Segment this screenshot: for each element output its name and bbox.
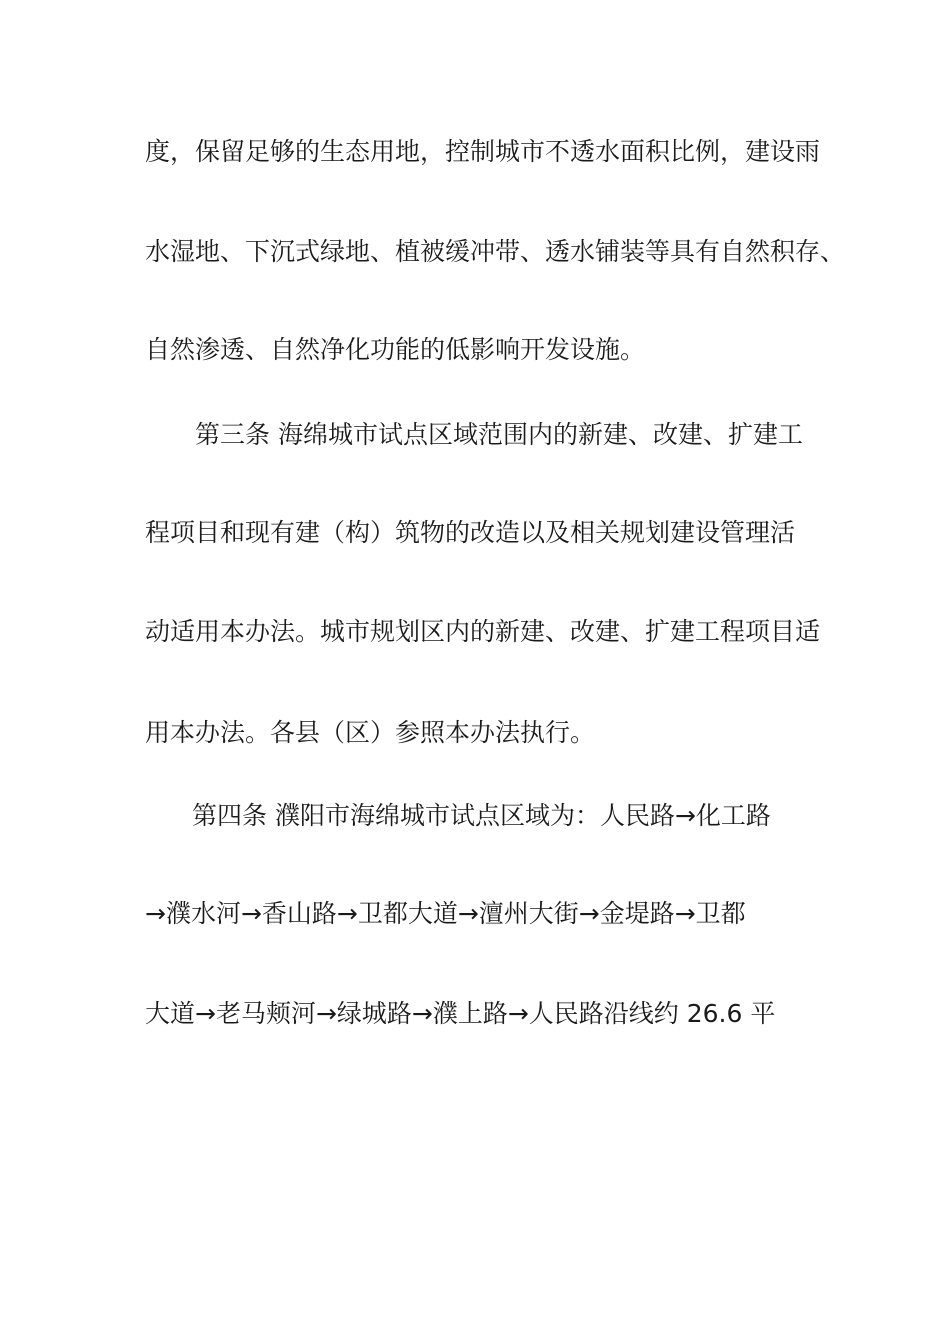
article-4-heading-line: 第四条 濮阳市海绵城市试点区域为：人民路→化工路 [192,801,771,830]
paragraph-line: 程项目和现有建（构）筑物的改造以及相关规划建设管理活 [145,518,796,547]
paragraph-line: 度，保留足够的生态用地，控制城市不透水面积比例，建设雨 [145,137,821,166]
paragraph-line: 自然渗透、自然净化功能的低影响开发设施。 [145,335,646,364]
paragraph-line: →濮水河→香山路→卫都大道→澶州大街→金堤路→卫都 [145,899,746,928]
article-3-heading-line: 第三条 海绵城市试点区域范围内的新建、改建、扩建工 [195,420,803,449]
paragraph-line: 用本办法。各县（区）参照本办法执行。 [145,718,596,747]
paragraph-line: 动适用本办法。城市规划区内的新建、改建、扩建工程项目适 [145,617,821,646]
paragraph-line: 水湿地、下沉式绿地、植被缓冲带、透水铺装等具有自然积存、 [145,237,846,266]
paragraph-line: 大道→老马颊河→绿城路→濮上路→人民路沿线约 26.6 平 [145,999,776,1028]
